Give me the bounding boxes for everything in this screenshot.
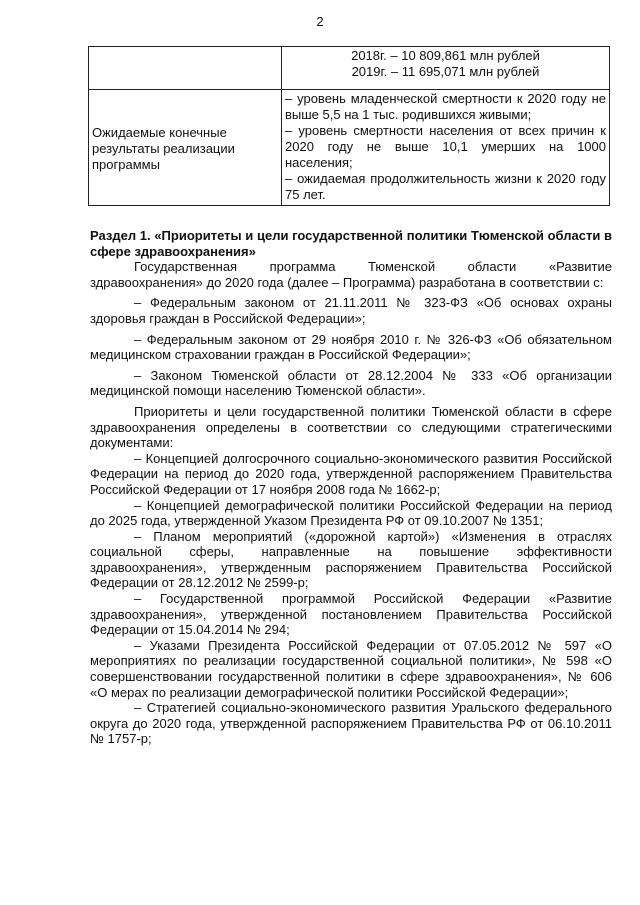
intro-paragraph: Государственная программа Тюменской области «Развитие здравоохранения» до 2020 года (далее – Программа) разработана в соответствии с: [90,259,612,290]
section-heading: Раздел 1. «Приоритеты и цели государственной политики Тюменской области в сфере здравоохранения» [90,228,612,259]
law-item: – Законом Тюменской области от 28.12.2004 № 333 «Об организации медицинской помощи населению Тюменской области». [90,367,612,399]
result-item: – ожидаемая продолжительность жизни к 2020 году 75 лет. [285,171,606,202]
document-item: – Указами Президента Российской Федерации от 07.05.2012 № 597 «О мероприятиях по реализации государственной социальной политики», № 598 «О совершенствовании государственной политики в сфере здравоохранения», № 606 «О мерах по реализации демографической политики Российской Федерации»; [90,637,612,700]
program-passport-table [88,46,610,206]
expected-results-label: Ожидаемые конечные результаты реализации программы [92,125,235,172]
expected-results-label-cell [89,90,282,206]
result-item: – уровень младенческой смертности к 2020 году не выше 5,5 на 1 тыс. родившихся живыми; [285,91,606,122]
priorities-paragraph: Приоритеты и цели государственной политики Тюменской области в сфере здравоохранения определены в соответствии со следующими стратегическими документами: [90,403,612,451]
page-number: 2 [316,14,324,29]
section-content [90,228,612,747]
table-row [89,47,610,90]
expected-results-cell [282,90,610,206]
funding-cell [282,47,610,90]
document-item: – Стратегией социально-экономического развития Уральского федерального округа до 2020 года, утвержденной распоряжением Правительства РФ от 06.10.2011 № 1757-р; [90,700,612,747]
table-row [89,90,610,206]
law-item: – Федеральным законом от 29 ноября 2010 г. № 326-ФЗ «Об обязательном медицинском страховании граждан в Российской Федерации»; [90,331,612,363]
document-item: – Планом мероприятий («дорожной картой») «Изменения в отраслях социальной сферы, направленные на повышение эффективности здравоохранения», утвержденным распоряжением Правительства Российской Федерации от 28.12.2012 № 2599-р; [90,528,612,591]
document-item: – Государственной программой Российской Федерации «Развитие здравоохранения», утвержденной постановлением Правительства Российской Федерации от 15.04.2014 № 294; [90,591,612,638]
result-item: – уровень смертности населения от всех причин к 2020 году не выше 10,1 умерших на 1000 населения; [285,123,606,170]
funding-line-2018: 2018г. – 10 809,861 млн рублей [351,48,540,63]
document-item: – Концепцией демографической политики Российской Федерации на период до 2025 года, утвержденной Указом Президента РФ от 09.10.2007 № 1351; [90,497,612,529]
law-item: – Федеральным законом от 21.11.2011 № 323-ФЗ «Об основах охраны здоровья граждан в Российской Федерации»; [90,295,612,326]
table-cell-left [89,47,282,90]
funding-line-2019: 2019г. – 11 695,071 млн рублей [351,64,540,79]
document-item: – Концепцией долгосрочного социально-экономического развития Российской Федерации на период до 2020 года, утвержденной распоряжением Правительства Российской Федерации от 17 ноября 2008 года № 1662-р; [90,450,612,497]
